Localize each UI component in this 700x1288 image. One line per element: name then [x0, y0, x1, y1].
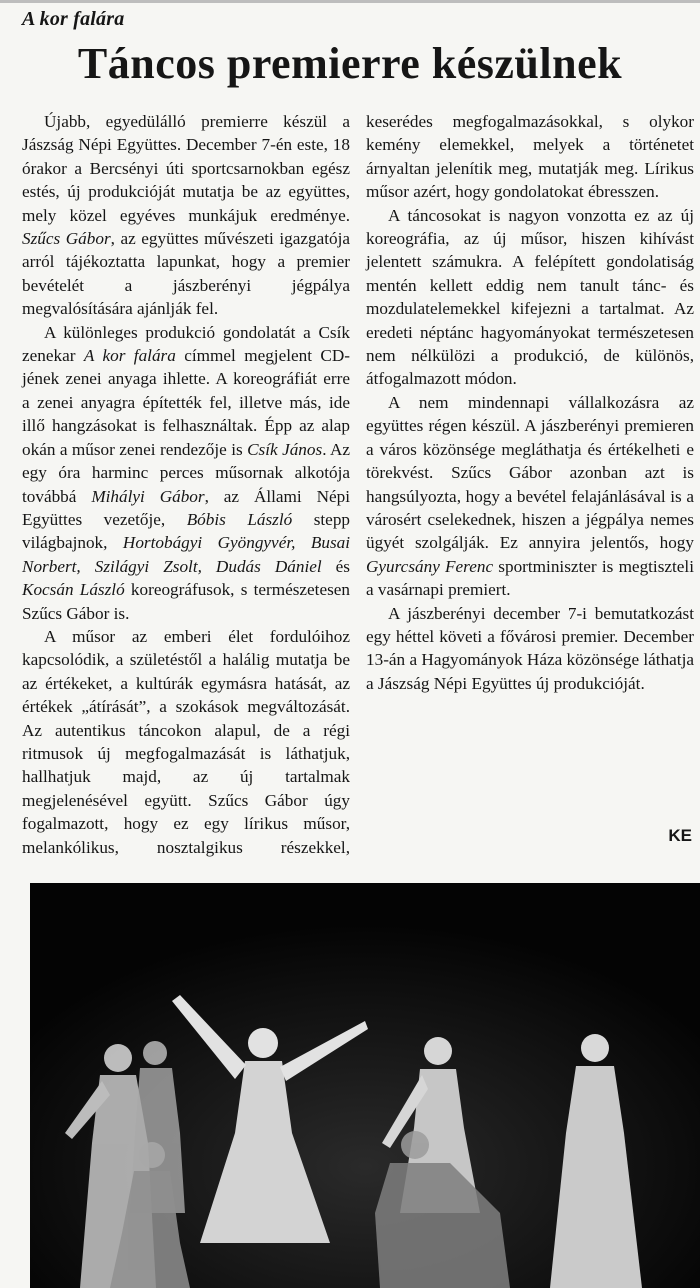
text-run: sportminiszter is megtiszteli a vasárnapi premiert.: [366, 556, 694, 600]
text-run: , az Állami Népi Együttes vezetője,: [22, 486, 350, 529]
article-paragraph: [366, 204, 694, 391]
text-run: A nem mindennapi vállalkozásra az együttes régen készül. A jászberényi premieren a város közönsége megláthatja és értékelheti e törekvést. Szűcs Gábor azonban azt is hangsúlyozta, hogy a bevétel felajánlásával is a városért cselekednek, hiszen a jégpálya nemes ügyét szolgálják. Ez annyira jelentős, hogy: [366, 392, 694, 553]
text-run: A jászberényi december 7-i bemutatkozást egy héttel követi a fővárosi premier. December 13-án a Hagyományok Háza közönsége láthatja a Jászság Népi Együttes új produkcióját.: [366, 603, 694, 693]
italic-name: A kor falára: [83, 346, 176, 366]
text-run: Újabb, egyedülálló premierre készül a Jászság Népi Együttes. December 7-én este, 18 órakor a Bercsényi úti sportcsarnokban egész estés, új produkcióját mutatja be az együttes, mely közel egyéves munkájuk eredménye.: [22, 112, 350, 225]
italic-name: Csík János: [247, 439, 323, 459]
article-paragraph: [22, 321, 350, 625]
text-run: A műsor az emberi élet fordulóihoz kapcsolódik, a születéstől a halálig mutatja be az értékeket, a kultúrák egymásra hatását, az értékek „átírását”, a szokások megváltozását. Az autentikus táncokon alapul, de a régi ritmusok új megfogalmazását is láthatjuk, hallhatjuk majd, az új tartalmak megjelenésével együtt. Szűcs Gábor úgy fogalmazott, hogy ez egy lírikus műsor, melankólikus, nosztalgikus részekkel, keserédes megfogalmazásokkal, s olykor kemény elemekkel, melyek a történetet árnyaltan jelenítik meg, mutatják meg. Lírikus műsor azért, hogy gondolatokat ébresszen.: [22, 112, 694, 857]
article-paragraph: [22, 110, 350, 321]
dancers-illustration: [30, 883, 700, 1288]
italic-name: Mihályi Gábor: [91, 486, 205, 506]
author-initials: KE: [668, 826, 692, 845]
dance-photo: [30, 883, 700, 1288]
italic-name: Gyurcsány Ferenc: [366, 556, 494, 576]
article-paragraph: [366, 602, 694, 696]
article-body: [22, 110, 694, 860]
article-paragraph: [366, 391, 694, 602]
top-rule: [0, 0, 700, 3]
text-run: . Az egy óra harminc perces műsornak alkotója továbbá: [22, 439, 351, 506]
section-kicker: A kor falára: [22, 8, 125, 30]
text-run: A táncosokat is nagyon vonzotta ez az új koreográfia, az új műsor, hiszen kihívást jelentett számukra. A felépített gondolatiság mentén kellett eddig nem tanult tánc- és mozdulatelemekkel kifejezni a tartalmat. Az eredeti néptánc hagyományokat természetesen nem nélkülözi a produkció, de különös, átfogalmazott módon.: [366, 205, 694, 389]
italic-name: Bóbis László: [186, 509, 293, 529]
italic-name: Kocsán László: [22, 580, 125, 600]
text-run: A különleges produkció gondolatát a Csík zenekar: [22, 322, 350, 366]
text-run: koreográfusok, s természetesen Szűcs Gábor is.: [22, 580, 350, 623]
italic-name: Szűcs Gábor: [22, 229, 111, 249]
article-headline: Táncos premierre készülnek: [77, 39, 623, 88]
italic-name: Hortobágyi Gyöngyvér, Busai Norbert, Szilágyi Zsolt, Dudás Dániel: [22, 533, 350, 576]
text-run: címmel megjelent CD-jének zenei anyaga ihlette. A koreográfiát erre a zenei anyagra építették fel, illetve más, ide illő hangzásokat is felhasználtak. Épp az alap okán a műsor zenei rendezője is: [22, 346, 350, 459]
text-run: stepp világbajnok,: [22, 509, 351, 553]
text-run: , az együttes művészeti igazgatója arról tájékoztatta lapunkat, hogy a premier bevételét a jászberényi jégpálya megvalósítására ajánlják fel.: [22, 229, 351, 319]
text-run: és: [321, 556, 350, 576]
